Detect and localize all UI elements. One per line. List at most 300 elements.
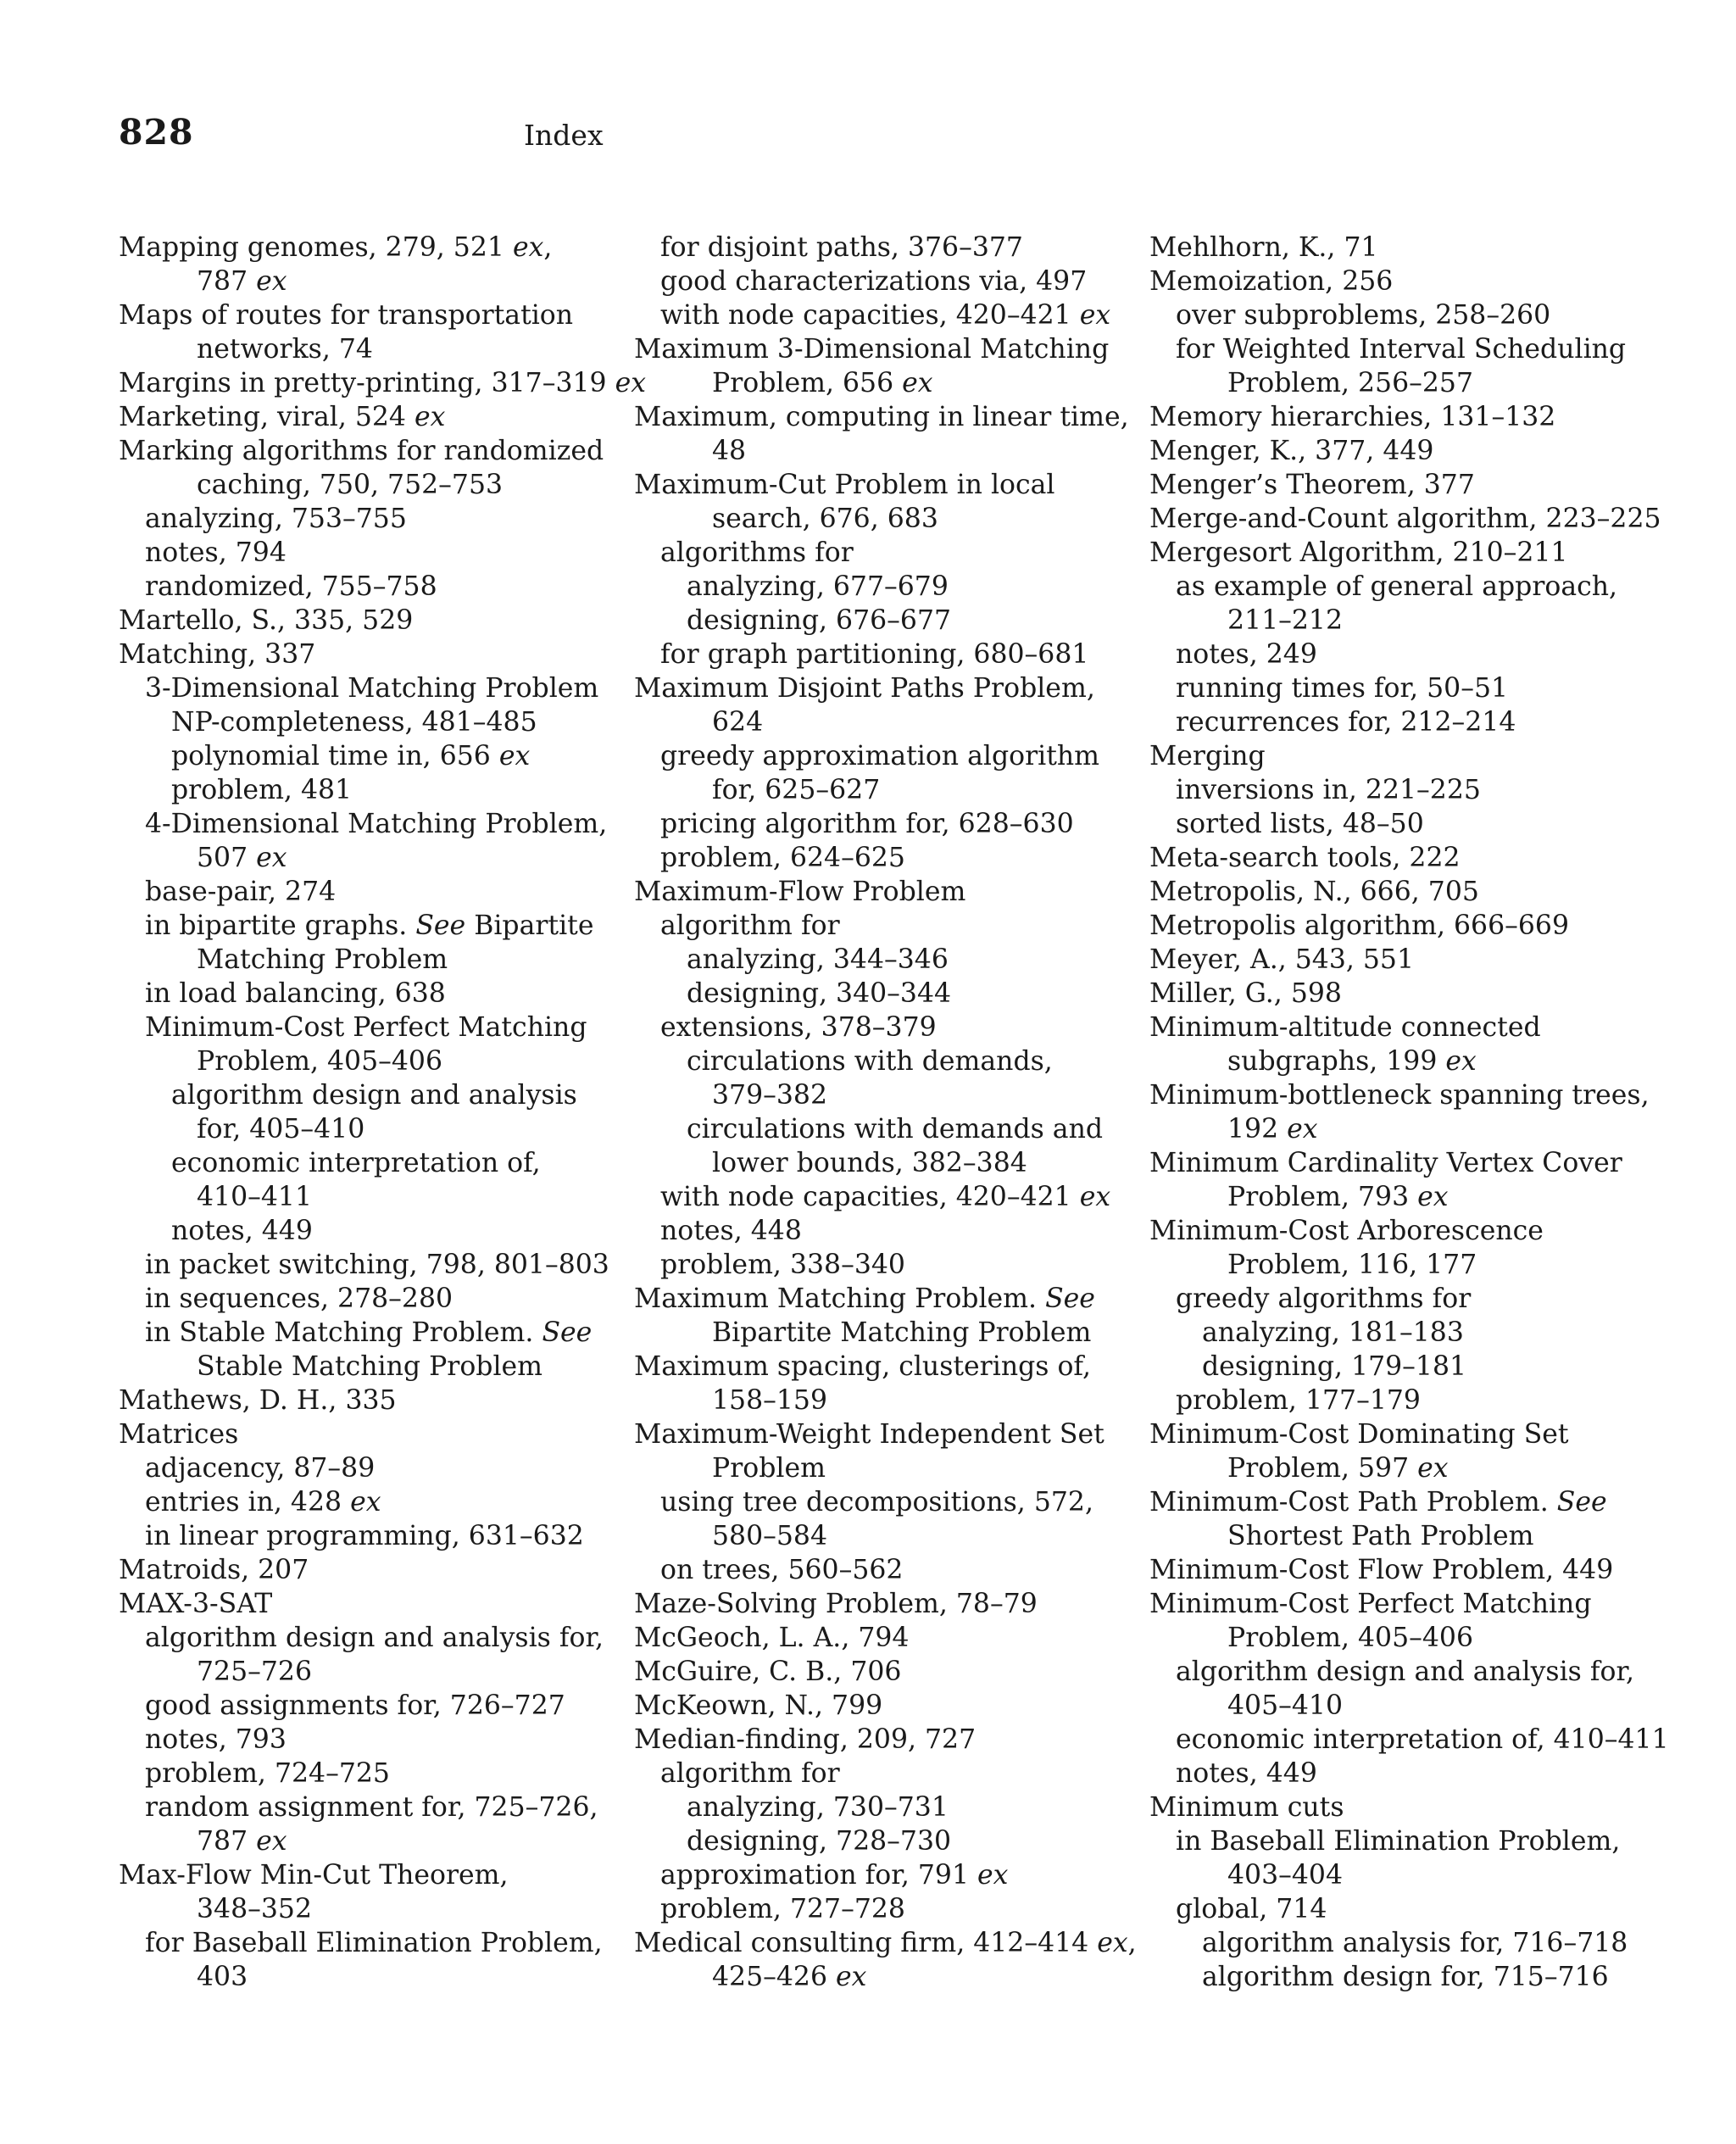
index-entry-text: with node capacities, 420–421 ex — [660, 1182, 1111, 1212]
index-entry-text: algorithm design and analysis for, — [1176, 1657, 1635, 1687]
index-subentry — [634, 231, 1134, 265]
index-entry-continuation: Problem, 597 ex — [1227, 1453, 1449, 1484]
index-entry-text: Maximum 3-Dimensional Matching — [634, 334, 1110, 365]
index-entry-text: Miller, G., 598 — [1149, 978, 1342, 1009]
index-entry-text: Margins in pretty-printing, 317–319 ex — [119, 368, 647, 398]
index-subentry — [1149, 773, 1658, 807]
index-entry-continuation: 410–411 — [197, 1182, 312, 1212]
index-subentry — [634, 1180, 1134, 1214]
index-entry-text: Martello, S., 335, 529 — [119, 605, 414, 636]
index-subentry — [634, 1757, 1134, 1790]
index-subentry — [634, 1112, 1134, 1180]
index-entry-continuation: Bipartite Matching Problem — [712, 1317, 1092, 1348]
index-entry-text: Meta-search tools, 222 — [1149, 843, 1461, 873]
index-subentry — [634, 536, 1134, 570]
index-entry — [1149, 434, 1658, 468]
index-entry-text: McGuire, C. B., 706 — [634, 1657, 902, 1687]
index-subentry — [634, 807, 1134, 841]
exercise-marker: ex — [414, 402, 446, 432]
index-entry — [119, 1858, 619, 1926]
index-entry-text: on trees, 560–562 — [660, 1555, 904, 1585]
index-entry-text: Menger, K., 377, 449 — [1149, 436, 1434, 466]
running-head: Index — [524, 119, 604, 152]
index-entry-continuation: caching, 750, 752–753 — [197, 470, 504, 500]
index-entry — [1149, 943, 1658, 977]
index-subentry — [119, 1723, 619, 1757]
index-entry — [634, 1655, 1134, 1689]
index-subentry — [119, 1011, 619, 1078]
index-entry-text: economic interpretation of, — [171, 1148, 541, 1178]
index-entry-text: random assignment for, 725–726, — [145, 1792, 598, 1823]
index-subentry — [1149, 807, 1658, 841]
index-entry-text: notes, 449 — [171, 1216, 313, 1246]
index-entry-text: Minimum-Cost Dominating Set — [1149, 1419, 1569, 1450]
index-subentry — [119, 1485, 619, 1519]
index-subentry — [1149, 1926, 1658, 1960]
index-subentry — [119, 1316, 619, 1384]
index-entry-continuation: 725–726 — [197, 1657, 312, 1687]
index-subentry — [634, 1553, 1134, 1587]
index-subentry — [634, 570, 1134, 604]
index-entry-text: in linear programming, 631–632 — [145, 1521, 584, 1551]
index-entry — [1149, 909, 1658, 943]
index-subentry — [1149, 705, 1658, 739]
index-entry — [634, 332, 1134, 400]
index-entry-text: for disjoint paths, 376–377 — [660, 232, 1023, 263]
exercise-marker: ex — [256, 266, 287, 297]
index-entry-text: Maximum, computing in linear time, — [634, 402, 1129, 432]
index-entry-text: adjacency, 87–89 — [145, 1453, 376, 1484]
index-entry-continuation: search, 676, 683 — [712, 504, 938, 534]
index-entry — [1149, 875, 1658, 909]
index-entry — [119, 1384, 619, 1417]
index-entry-text: inversions in, 221–225 — [1176, 775, 1481, 805]
index-entry-text: for graph partitioning, 680–681 — [660, 639, 1089, 670]
index-entry-text: entries in, 428 ex — [145, 1487, 381, 1518]
index-entry — [119, 400, 619, 434]
index-entry-text: Matroids, 207 — [119, 1555, 309, 1585]
index-subentry — [119, 977, 619, 1011]
exercise-marker: ex — [498, 741, 531, 771]
index-entry-text: Merging — [1149, 741, 1266, 771]
index-entry-text: Maximum Matching Problem. See — [634, 1284, 1095, 1314]
index-entry — [1149, 1214, 1658, 1282]
index-subentry — [119, 1757, 619, 1790]
exercise-marker: ex — [1417, 1182, 1449, 1212]
index-entry-continuation: Shortest Path Problem — [1227, 1521, 1534, 1551]
index-entry — [634, 1689, 1134, 1723]
index-subentry — [634, 1790, 1134, 1824]
index-entry-text: Merge-and-Count algorithm, 223–225 — [1149, 504, 1661, 534]
index-entry-text: problem, 177–179 — [1176, 1385, 1421, 1416]
index-entry-text: with node capacities, 420–421 ex — [660, 300, 1111, 331]
index-entry-text: Minimum-Cost Flow Problem, 449 — [1149, 1555, 1614, 1585]
index-entry-text: circulations with demands and — [687, 1114, 1104, 1144]
index-subentry — [1149, 1384, 1658, 1417]
index-entry-text: designing, 676–677 — [687, 605, 952, 636]
index-entry-text: algorithm for — [660, 1758, 840, 1789]
index-entry-text: problem, 724–725 — [145, 1758, 390, 1789]
index-entry-continuation: 787 ex — [197, 266, 287, 297]
index-entry-text: in load balancing, 638 — [145, 978, 446, 1009]
index-entry — [634, 400, 1134, 468]
index-entry-text: Marketing, viral, 524 ex — [119, 402, 446, 432]
index-subentry — [634, 638, 1134, 671]
index-entry-text: running times for, 50–51 — [1176, 673, 1509, 704]
exercise-marker: ex — [1445, 1046, 1477, 1077]
index-entry-continuation: Problem, 116, 177 — [1227, 1250, 1477, 1280]
index-entry-text: Minimum-Cost Path Problem. See — [1149, 1487, 1607, 1518]
index-entry-continuation: for, 405–410 — [197, 1114, 365, 1144]
index-entry-text: Maps of routes for transportation — [119, 300, 574, 331]
index-entry-text: Metropolis, N., 666, 705 — [1149, 877, 1479, 907]
index-subentry — [634, 739, 1134, 807]
index-entry-text: analyzing, 344–346 — [687, 944, 949, 975]
index-entry-text: greedy algorithms for — [1176, 1284, 1472, 1314]
index-entry-continuation: Stable Matching Problem — [197, 1351, 543, 1382]
index-entry-continuation: 425–426 ex — [712, 1962, 867, 1992]
index-column-3 — [1149, 231, 1669, 1994]
index-subentry — [634, 1485, 1134, 1553]
see-reference: See — [1045, 1284, 1095, 1314]
index-entry-continuation: subgraphs, 199 ex — [1227, 1046, 1477, 1077]
index-entry-text: economic interpretation of, 410–411 — [1176, 1724, 1669, 1755]
index-subentry — [634, 909, 1134, 943]
index-entry — [119, 1553, 619, 1587]
index-entry-text: approximation for, 791 ex — [660, 1860, 1009, 1891]
index-entry-continuation: Problem, 793 ex — [1227, 1182, 1449, 1212]
index-entry-continuation: 348–352 — [197, 1894, 312, 1924]
index-entry — [119, 366, 647, 400]
index-entry — [634, 875, 1134, 909]
index-column-2 — [634, 231, 1137, 1994]
index-entry-text: Minimum-bottleneck spanning trees, — [1149, 1080, 1650, 1111]
index-subentry — [634, 977, 1134, 1011]
index-entry-text: notes, 793 — [145, 1724, 287, 1755]
index-entry — [119, 1587, 619, 1621]
index-entry-text: sorted lists, 48–50 — [1176, 809, 1424, 839]
index-entry-continuation: 379–382 — [712, 1080, 827, 1111]
index-entry-text: Maximum-Cut Problem in local — [634, 470, 1055, 500]
index-subentry — [634, 298, 1134, 332]
index-entry — [634, 1350, 1134, 1417]
index-subentry — [119, 875, 619, 909]
exercise-marker: ex — [350, 1487, 381, 1518]
index-entry-text: randomized, 755–758 — [145, 571, 437, 602]
index-entry-text: Max-Flow Min-Cut Theorem, — [119, 1860, 509, 1891]
index-subentry — [1149, 298, 1658, 332]
index-subentry — [119, 1621, 619, 1689]
index-subentry — [1149, 570, 1658, 638]
see-reference: See — [542, 1317, 593, 1348]
index-subentry — [1149, 1350, 1658, 1384]
index-entry-text: Mathews, D. H., 335 — [119, 1385, 397, 1416]
index-subentry — [634, 1044, 1134, 1112]
index-entry — [1149, 1485, 1658, 1553]
index-subentry — [119, 671, 619, 705]
index-entry-text: Medical consulting firm, 412–414 ex, — [634, 1928, 1137, 1958]
index-entry-text: Maximum spacing, clusterings of, — [634, 1351, 1091, 1382]
index-subentry — [119, 807, 619, 875]
index-subentry — [1149, 1960, 1658, 1994]
index-entry-text: using tree decompositions, 572, — [660, 1487, 1093, 1518]
index-entry-continuation: networks, 74 — [197, 334, 373, 365]
index-entry-text: problem, 727–728 — [660, 1894, 905, 1924]
index-entry-text: polynomial time in, 656 ex — [171, 741, 531, 771]
index-subentry — [1149, 1655, 1658, 1723]
index-entry-text: Memory hierarchies, 131–132 — [1149, 402, 1556, 432]
index-entry-text: Minimum Cardinality Vertex Cover — [1149, 1148, 1622, 1178]
index-entry-text: analyzing, 677–679 — [687, 571, 949, 602]
index-entry-text: notes, 449 — [1176, 1758, 1317, 1789]
index-entry — [1149, 1146, 1658, 1214]
index-entry-text: notes, 249 — [1176, 639, 1317, 670]
index-entry-text: Matrices — [119, 1419, 239, 1450]
index-subentry — [119, 1248, 619, 1282]
index-entry-continuation: 403 — [197, 1962, 248, 1992]
index-entry — [1149, 468, 1658, 502]
exercise-marker: ex — [256, 843, 287, 873]
index-subentry — [119, 1689, 619, 1723]
index-entry-text: McKeown, N., 799 — [634, 1690, 883, 1721]
index-entry — [119, 604, 619, 638]
index-entry — [1149, 536, 1658, 570]
index-subentry — [1149, 1282, 1658, 1316]
index-subentry — [634, 1824, 1134, 1858]
index-entry — [119, 298, 619, 366]
index-entry-continuation: lower bounds, 382–384 — [712, 1148, 1027, 1178]
index-entry-continuation: 507 ex — [197, 843, 287, 873]
exercise-marker: ex — [977, 1860, 1009, 1891]
index-entry-text: Minimum cuts — [1149, 1792, 1344, 1823]
index-entry-text: Memoization, 256 — [1149, 266, 1394, 297]
index-entry-text: Maximum Disjoint Paths Problem, — [634, 673, 1095, 704]
index-entry — [1149, 739, 1658, 773]
index-entry-text: McGeoch, L. A., 794 — [634, 1623, 910, 1653]
index-subentry — [119, 1451, 619, 1485]
index-entry — [119, 231, 619, 298]
index-entry-text: as example of general approach, — [1176, 571, 1618, 602]
index-entry — [119, 434, 619, 502]
index-entry — [1149, 265, 1658, 298]
index-subentry — [1149, 638, 1658, 671]
index-subentry — [1149, 1757, 1658, 1790]
index-entry — [1149, 1078, 1658, 1146]
index-entry-text: notes, 448 — [660, 1216, 802, 1246]
index-entry-continuation: 624 — [712, 707, 764, 738]
index-entry-text: Minimum-altitude connected — [1149, 1012, 1541, 1043]
index-entry — [634, 671, 1134, 739]
index-entry-continuation: Problem — [712, 1453, 826, 1484]
index-subentry — [634, 1214, 1134, 1248]
index-entry-continuation: Problem, 256–257 — [1227, 368, 1473, 398]
index-entry — [1149, 841, 1658, 875]
index-subentry — [119, 1214, 619, 1248]
index-subentry — [634, 1248, 1134, 1282]
index-entry-text: Median-finding, 209, 727 — [634, 1724, 976, 1755]
index-entry-continuation: Problem, 405–406 — [197, 1046, 442, 1077]
exercise-marker: ex — [1097, 1928, 1128, 1958]
index-entry-text: Marking algorithms for randomized — [119, 436, 604, 466]
index-entry-text: pricing algorithm for, 628–630 — [660, 809, 1074, 839]
index-entry-text: algorithm for — [660, 911, 840, 941]
index-entry-text: in packet switching, 798, 801–803 — [145, 1250, 609, 1280]
index-entry-text: algorithm design and analysis — [171, 1080, 577, 1111]
index-entry — [1149, 977, 1658, 1011]
index-entry-text: for Baseball Elimination Problem, — [145, 1928, 603, 1958]
index-entry-continuation: for, 625–627 — [712, 775, 881, 805]
index-entry-text: Matching, 337 — [119, 639, 316, 670]
index-entry-text: analyzing, 753–755 — [145, 504, 407, 534]
index-entry-continuation: 405–410 — [1227, 1690, 1343, 1721]
index-subentry — [119, 1078, 619, 1146]
index-subentry — [119, 773, 619, 807]
index-entry-text: in Stable Matching Problem. See — [145, 1317, 593, 1348]
index-entry-text: 4-Dimensional Matching Problem, — [145, 809, 608, 839]
index-entry-text: Minimum-Cost Perfect Matching — [1149, 1589, 1592, 1619]
index-entry — [1149, 502, 1661, 536]
index-subentry — [119, 502, 619, 536]
index-entry-continuation: 787 ex — [197, 1826, 287, 1857]
index-entry-text: Mergesort Algorithm, 210–211 — [1149, 537, 1568, 568]
index-subentry — [1149, 1892, 1658, 1926]
index-subentry — [119, 1146, 619, 1214]
index-entry — [1149, 1587, 1658, 1655]
index-entry-text: Minimum-Cost Perfect Matching — [145, 1012, 587, 1043]
index-entry-text: algorithm design and analysis for, — [145, 1623, 604, 1653]
page-header — [0, 112, 1736, 163]
index-subentry — [119, 1926, 619, 1994]
index-subentry — [119, 1790, 619, 1858]
index-entry — [634, 1417, 1134, 1485]
index-subentry — [634, 1892, 1134, 1926]
index-entry — [634, 1723, 1134, 1757]
index-entry-continuation: 211–212 — [1227, 605, 1343, 636]
index-entry-text: circulations with demands, — [687, 1046, 1053, 1077]
index-subentry — [634, 1858, 1134, 1892]
index-entry-text: notes, 794 — [145, 537, 287, 568]
index-entry-text: algorithm analysis for, 716–718 — [1202, 1928, 1628, 1958]
index-subentry — [634, 1011, 1134, 1044]
index-column-1 — [119, 231, 647, 1994]
exercise-marker: ex — [836, 1962, 867, 1992]
index-entry-text: for Weighted Interval Scheduling — [1176, 334, 1627, 365]
see-reference: See — [1556, 1487, 1607, 1518]
index-entry — [1149, 231, 1658, 265]
index-entry-text: Mapping genomes, 279, 521 ex, — [119, 232, 553, 263]
index-entry — [634, 1587, 1134, 1621]
index-entry-text: MAX-3-SAT — [119, 1589, 273, 1619]
index-entry-text: Menger’s Theorem, 377 — [1149, 470, 1475, 500]
exercise-marker: ex — [1079, 300, 1111, 331]
index-entry — [1149, 1417, 1658, 1485]
index-entry-continuation: 192 ex — [1227, 1114, 1318, 1144]
exercise-marker: ex — [1417, 1453, 1449, 1484]
page-number: 828 — [119, 112, 194, 153]
index-entry — [119, 638, 619, 671]
index-entry-text: global, 714 — [1176, 1894, 1327, 1924]
index-entry-text: algorithms for — [660, 537, 854, 568]
index-entry-text: Maze-Solving Problem, 78–79 — [634, 1589, 1038, 1619]
index-entry — [1149, 1011, 1658, 1078]
see-reference: See — [415, 911, 466, 941]
index-entry-continuation: Problem, 405–406 — [1227, 1623, 1473, 1653]
index-entry-continuation: 580–584 — [712, 1521, 827, 1551]
index-entry-continuation: 158–159 — [712, 1385, 827, 1416]
index-entry-text: Minimum-Cost Arborescence — [1149, 1216, 1544, 1246]
index-entry — [1149, 1553, 1658, 1587]
index-entry-text: in bipartite graphs. See Bipartite — [145, 911, 594, 941]
index-subentry — [119, 705, 619, 739]
index-entry — [1149, 1790, 1658, 1824]
index-subentry — [634, 943, 1134, 977]
exercise-marker: ex — [1079, 1182, 1111, 1212]
index-subentry — [634, 604, 1134, 638]
index-entry-text: recurrences for, 212–214 — [1176, 707, 1516, 738]
index-entry-text: Meyer, A., 543, 551 — [1149, 944, 1415, 975]
index-entry-text: Maximum-Weight Independent Set — [634, 1419, 1104, 1450]
index-subentry — [1149, 671, 1658, 705]
index-entry-text: problem, 481 — [171, 775, 353, 805]
index-entry-text: NP-completeness, 481–485 — [171, 707, 537, 738]
index-subentry — [634, 265, 1134, 298]
index-entry-text: analyzing, 181–183 — [1202, 1317, 1464, 1348]
index-entry-continuation: 403–404 — [1227, 1860, 1343, 1891]
index-subentry — [1149, 1723, 1669, 1757]
index-subentry — [1149, 332, 1658, 400]
index-subentry — [119, 909, 619, 977]
index-entry-text: algorithm design for, 715–716 — [1202, 1962, 1609, 1992]
index-subentry — [634, 841, 1134, 875]
index-subentry — [119, 570, 619, 604]
index-entry — [634, 1282, 1134, 1350]
index-entry-text: in sequences, 278–280 — [145, 1284, 453, 1314]
index-subentry — [1149, 1316, 1658, 1350]
index-entry-text: in Baseball Elimination Problem, — [1176, 1826, 1621, 1857]
index-entry-continuation: Problem, 656 ex — [712, 368, 933, 398]
index-subentry — [1149, 1824, 1658, 1892]
index-entry — [634, 468, 1134, 536]
index-entry-text: designing, 728–730 — [687, 1826, 952, 1857]
exercise-marker: ex — [902, 368, 933, 398]
index-subentry — [119, 536, 619, 570]
index-entry-text: good characterizations via, 497 — [660, 266, 1088, 297]
index-entry-text: over subproblems, 258–260 — [1176, 300, 1551, 331]
index-entry-text: designing, 340–344 — [687, 978, 952, 1009]
index-entry-text: greedy approximation algorithm — [660, 741, 1100, 771]
exercise-marker: ex — [1287, 1114, 1318, 1144]
index-entry — [634, 1926, 1137, 1994]
index-entry-text: problem, 338–340 — [660, 1250, 905, 1280]
exercise-marker: ex — [256, 1826, 287, 1857]
exercise-marker: ex — [512, 232, 544, 263]
index-subentry — [119, 1519, 619, 1553]
index-entry-text: Mehlhorn, K., 71 — [1149, 232, 1378, 263]
index-entry-text: problem, 624–625 — [660, 843, 905, 873]
index-entry-text: good assignments for, 726–727 — [145, 1690, 565, 1721]
exercise-marker: ex — [615, 368, 647, 398]
index-subentry — [119, 1282, 619, 1316]
index-entry — [1149, 400, 1658, 434]
index-entry-text: designing, 179–181 — [1202, 1351, 1467, 1382]
index-entry-text: analyzing, 730–731 — [687, 1792, 949, 1823]
index-entry-text: extensions, 378–379 — [660, 1012, 937, 1043]
index-entry-text: 3-Dimensional Matching Problem — [145, 673, 599, 704]
index-entry-text: Maximum-Flow Problem — [634, 877, 966, 907]
index-entry-continuation: 48 — [712, 436, 747, 466]
index-entry — [119, 1417, 619, 1451]
index-subentry — [119, 739, 619, 773]
